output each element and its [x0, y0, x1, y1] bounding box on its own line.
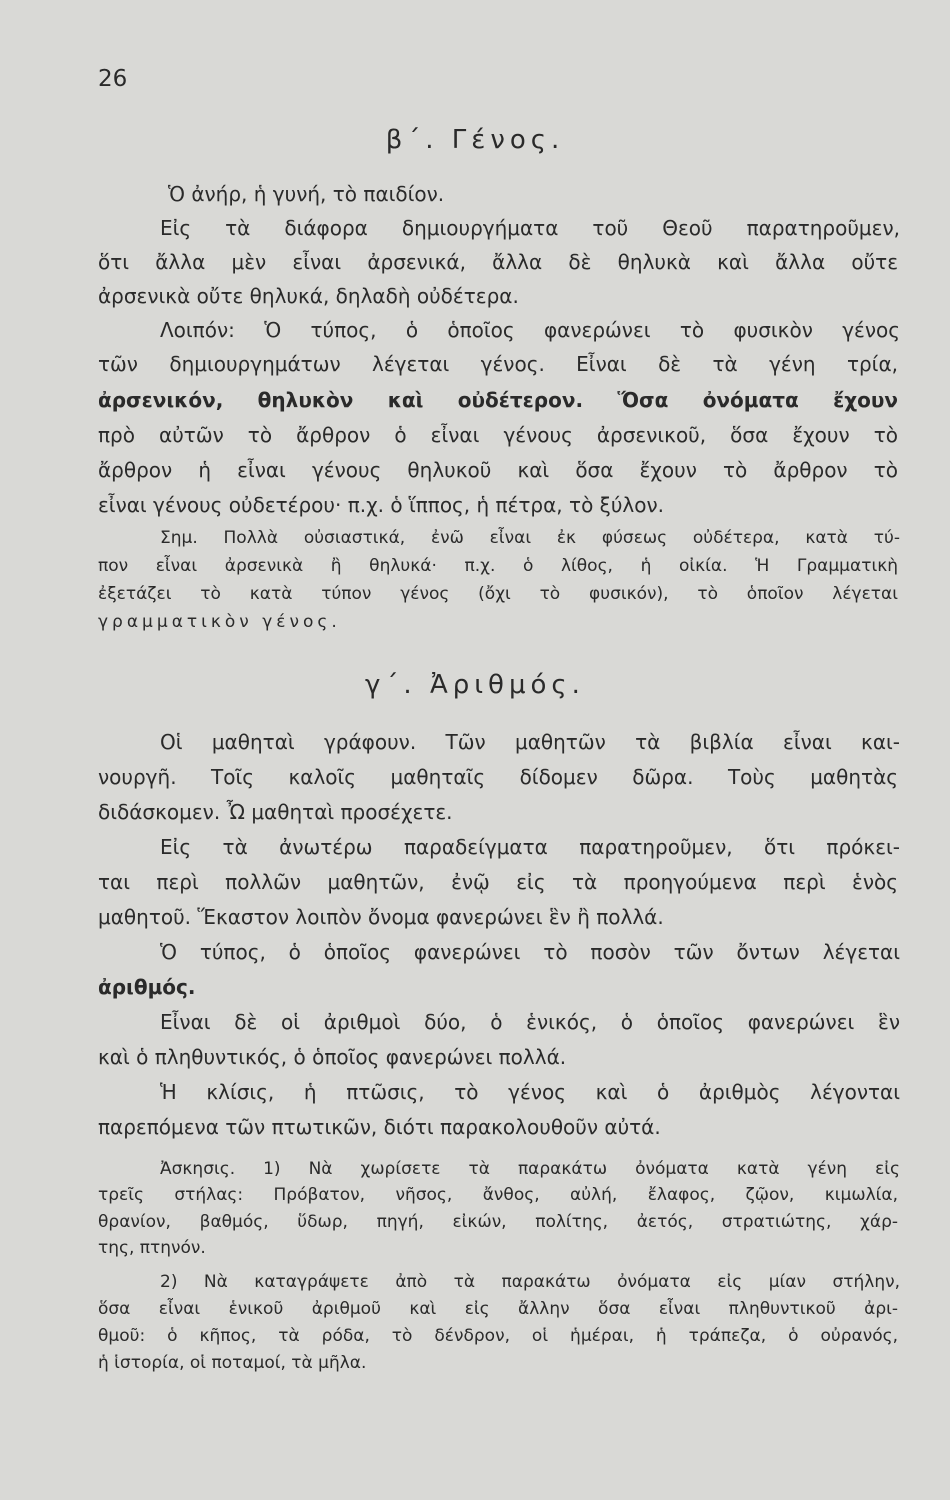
exercise-line: Ἀσκησις. 1) Νὰ χωρίσετε τὰ παρακάτω ὀνόματα κατὰ γένη εἰς	[160, 1159, 900, 1179]
exercise-line: της, πτηνόν.	[98, 1238, 206, 1258]
text-line: ἀρσενικὰ οὔτε θηλυκά, δηλαδὴ οὐδέτερα.	[98, 284, 519, 308]
text-line: πρὸ αὐτῶν τὸ ἄρθρον ὁ εἶναι γένους ἀρσενικοῦ, ὅσα ἔχουν τὸ	[98, 423, 898, 447]
note-line: γραμματικὸν γένος.	[98, 612, 341, 632]
text-line: Οἱ μαθηταὶ γράφουν. Τῶν μαθητῶν τὰ βιβλία εἶναι και-	[160, 730, 900, 754]
text-line: ὅτι ἄλλα μὲν εἶναι ἀρσενικά, ἄλλα δὲ θηλυκὰ καὶ ἄλλα οὔτε	[98, 250, 898, 274]
note-line: Σημ. Πολλὰ οὐσιαστικά, ἐνῶ εἶναι ἐκ φύσεως οὐδέτερα, κατὰ τύ-	[160, 528, 900, 548]
exercise-line: θρανίον, βαθμός, ὕδωρ, πηγή, εἰκών, πολίτης, ἀετός, στρατιώτης, χάρ-	[98, 1212, 898, 1232]
text-line: μαθητοῦ. Ἕκαστον λοιπὸν ὄνομα φανερώνει ἓν ἢ πολλά.	[98, 905, 664, 929]
text-line: τῶν δημιουργημάτων λέγεται γένος. Εἶναι δὲ τὰ γένη τρία,	[98, 352, 898, 376]
exercise-line: ἡ ἱστορία, οἱ ποταμοί, τὰ μῆλα.	[98, 1353, 367, 1373]
exercise-line: 2) Νὰ καταγράψετε ἀπὸ τὰ παρακάτω ὀνόματα εἰς μίαν στήλην,	[160, 1272, 900, 1292]
page-number: 26	[98, 66, 128, 92]
text-line: Ἡ κλίσις, ἡ πτῶσις, τὸ γένος καὶ ὁ ἀριθμὸς λέγονται	[160, 1080, 900, 1104]
text-line: Εἰς τὰ ἀνωτέρω παραδείγματα παρατηροῦμεν, ὅτι πρόκει-	[160, 835, 900, 859]
text-line: ἀριθμός.	[98, 975, 196, 999]
text-line: εἶναι γένους οὐδετέρου· π.χ. ὁ ἵππος, ἡ πέτρα, τὸ ξύλον.	[98, 493, 664, 517]
text-line: Ὁ ἀνήρ, ἡ γυνή, τὸ παιδίον.	[168, 182, 445, 206]
text-line: Εἶναι δὲ οἱ ἀριθμοὶ δύο, ὁ ἑνικός, ὁ ὁποῖος φανερώνει ἓν	[160, 1010, 900, 1034]
text-line: ται περὶ πολλῶν μαθητῶν, ἐνῷ εἰς τὰ προηγούμενα περὶ ἑνὸς	[98, 870, 898, 894]
text-line: καὶ ὁ πληθυντικός, ὁ ὁποῖος φανερώνει πολλά.	[98, 1045, 567, 1069]
text-line: Ὁ τύπος, ὁ ὁποῖος φανερώνει τὸ ποσὸν τῶν ὄντων λέγεται	[160, 940, 900, 964]
text-line: Εἰς τὰ διάφορα δημιουργήματα τοῦ Θεοῦ παρατηροῦμεν,	[160, 216, 900, 240]
text-line: νουργῆ. Τοῖς καλοῖς μαθηταῖς δίδομεν δῶρα. Τοὺς μαθητὰς	[98, 765, 898, 789]
text-line: διδάσκομεν. Ὦ μαθηταὶ προσέχετε.	[98, 800, 453, 824]
exercise-line: ὅσα εἶναι ἑνικοῦ ἀριθμοῦ καὶ εἰς ἄλλην ὅσα εἶναι πληθυντικοῦ ἀρι-	[98, 1299, 898, 1319]
exercise-line: τρεῖς στήλας: Πρόβατον, νῆσος, ἄνθος, αὐλή, ἔλαφος, ζῷον, κιμωλία,	[98, 1185, 898, 1205]
exercise-line: θμοῦ: ὁ κῆπος, τὰ ρόδα, τὸ δένδρον, οἱ ἡμέραι, ἡ τράπεζα, ὁ οὐρανός,	[98, 1326, 898, 1346]
text-line: ἄρθρον ἡ εἶναι γένους θηλυκοῦ καὶ ὅσα ἔχουν τὸ ἄρθρον τὸ	[98, 458, 898, 482]
note-line: πον εἶναι ἀρσενικὰ ἢ θηλυκά· π.χ. ὁ λίθος, ἡ οἰκία. Ἡ Γραμματικὴ	[98, 556, 898, 576]
note-line: ἐξετάζει τὸ κατὰ τύπον γένος (ὄχι τὸ φυσικόν), τὸ ὁποῖον λέγεται	[98, 584, 898, 604]
heading-gender: β΄. Γένος.	[385, 125, 565, 155]
heading-number: γ΄. Ἀριθμός.	[365, 670, 585, 700]
text-line: παρεπόμενα τῶν πτωτικῶν, διότι παρακολουθοῦν αὐτά.	[98, 1115, 661, 1139]
text-line: Λοιπόν: Ὁ τύπος, ὁ ὁποῖος φανερώνει τὸ φυσικὸν γένος	[160, 318, 900, 342]
text-line: ἀρσενικόν, θηλυκὸν καὶ οὐδέτερον. Ὅσα ὀνόματα ἔχουν	[98, 388, 898, 412]
